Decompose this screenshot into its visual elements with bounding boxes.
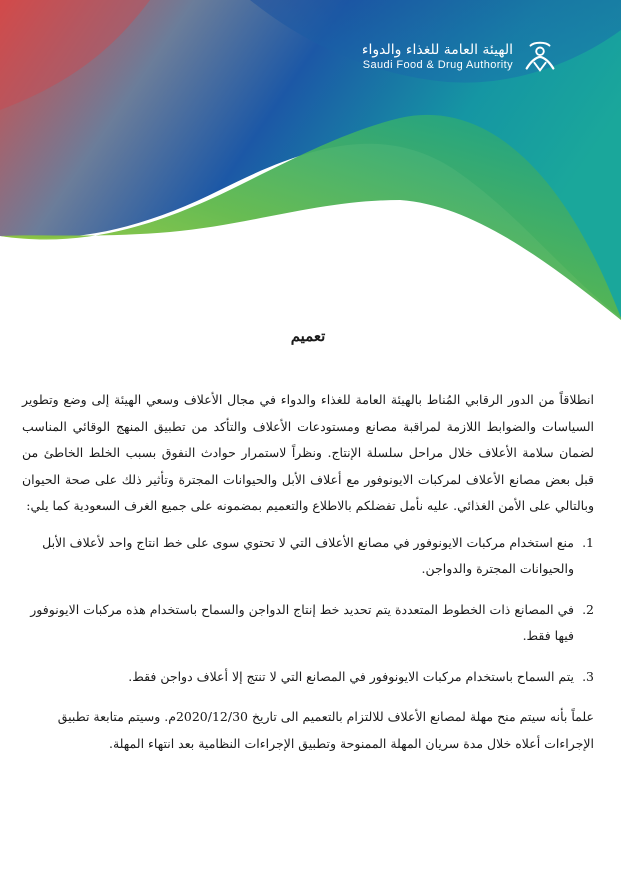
document-body bbox=[22, 325, 594, 757]
logo-text bbox=[362, 42, 513, 72]
list-item bbox=[22, 597, 594, 650]
list-item bbox=[22, 664, 594, 691]
logo-arabic-name: الهيئة العامة للغذاء والدواء bbox=[361, 42, 513, 58]
list-item-number: 2. bbox=[582, 601, 594, 617]
list-item-text: يتم السماح باستخدام مركبات الايونوفور في المصانع التي لا تنتج إلا أعلاف دواجن فقط. bbox=[128, 668, 574, 684]
sfda-logo-icon bbox=[521, 38, 559, 76]
document-title: تعميم bbox=[290, 327, 326, 345]
list-item bbox=[22, 530, 594, 583]
list-item-text: منع استخدام مركبات الايونوفور في مصانع الأعلاف التي لا تحتوي سوى على خط انتاج واحد لأعلاف الأبل والحيوانات المجترة والدواجن. bbox=[42, 534, 574, 576]
intro-paragraph: انطلاقاً من الدور الرقابي المُناط بالهيئة العامة للغذاء والدواء في مجال الأعلاف وسعي الهيئة إلى وضع وتطوير السياسات والضوابط اللازمة لمراقبة مصانع ومستودعات الأعلاف والتأكد من تطبيق المنهج الوقائي المناسب لضمان سلامة الأعلاف خلال مراحل سلسلة الإنتاج. ونظراً لاستمرار حوادث النفوق بسبب الخلط الخاطئ من قبل بعض مصانع الأعلاف لمركبات الايونوفور مع أعلاف الأبل والحيوانات المجترة وتأثير ذلك على صحة الحيوان وبالتالي على الأمن الغذائي. عليه نأمل تفضلكم بالاطلاع والتعميم بمضمونه على جميع الغرف السعودية كما يلي: bbox=[22, 392, 594, 513]
sfda-logo bbox=[362, 38, 559, 76]
list-item-text: في المصانع ذات الخطوط المتعددة يتم تحديد خط إنتاج الدواجن والسماح باستخدام هذه مركبات الايونوفور فيها فقط. bbox=[30, 601, 574, 643]
closing-paragraph: علماً بأنه سيتم منح مهلة لمصانع الأعلاف للالتزام بالتعميم الى تاريخ 2020/12/30م. وسيتم متابعة تطبيق الإجراءات أعلاه خلال مدة سريان المهلة الممنوحة وتطبيق الإجراءات النظامية بعد انتهاء المهلة. bbox=[57, 709, 594, 751]
directives-list bbox=[22, 530, 594, 691]
list-item-number: 3. bbox=[582, 668, 594, 684]
logo-english-name: Saudi Food & Drug Authority bbox=[362, 59, 513, 71]
list-item-number: 1. bbox=[582, 534, 594, 550]
